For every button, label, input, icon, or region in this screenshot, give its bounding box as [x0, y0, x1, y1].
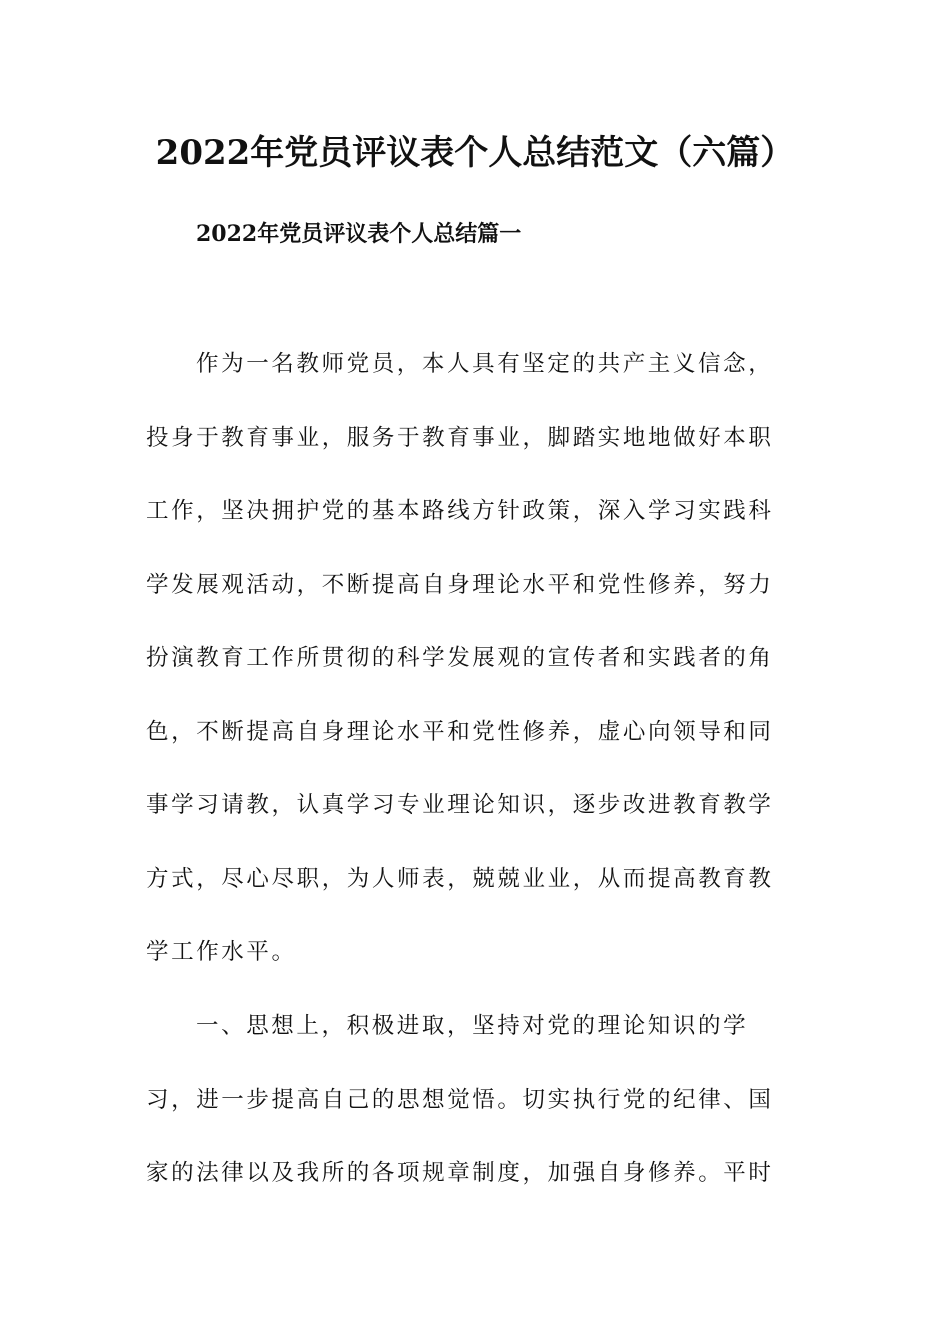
paragraph-line: 事学习请教，认真学习专业理论知识，逐步改进教育教学	[146, 792, 774, 818]
document-title: 2022年党员评议表个人总结范文（六篇）	[155, 133, 795, 173]
paragraph-2	[146, 990, 786, 1211]
paragraph-line: 习，进一步提高自己的思想觉悟。切实执行党的纪律、国	[146, 1086, 774, 1113]
paragraph-line: 家的法律以及我所的各项规章制度，加强自身修养。平时	[146, 1160, 774, 1186]
paragraph-line: 工作，坚决拥护党的基本路线方针政策，深入学习实践科	[146, 498, 774, 524]
paragraph-line: 投身于教育事业，服务于教育事业，脚踏实地地做好本职	[146, 424, 774, 451]
section-heading: 2022年党员评议表个人总结篇一	[196, 221, 522, 247]
paragraph-line: 学工作水平。	[146, 939, 297, 965]
paragraph-line: 作为一名教师党员，本人具有坚定的共产主义信念，	[196, 351, 774, 377]
paragraph-1	[146, 328, 786, 990]
paragraph-line: 学发展观活动，不断提高自身理论水平和党性修养，努力	[146, 571, 774, 598]
paragraph-line: 方式，尽心尽职，为人师表，兢兢业业，从而提高教育教	[146, 865, 774, 892]
paragraph-line: 一、思想上，积极进取，坚持对党的理论知识的学	[196, 1013, 749, 1039]
paragraph-line: 扮演教育工作所贯彻的科学发展观的宣传者和实践者的角	[146, 645, 774, 671]
paragraph-line: 色，不断提高自身理论水平和党性修养，虚心向领导和同	[146, 718, 774, 745]
